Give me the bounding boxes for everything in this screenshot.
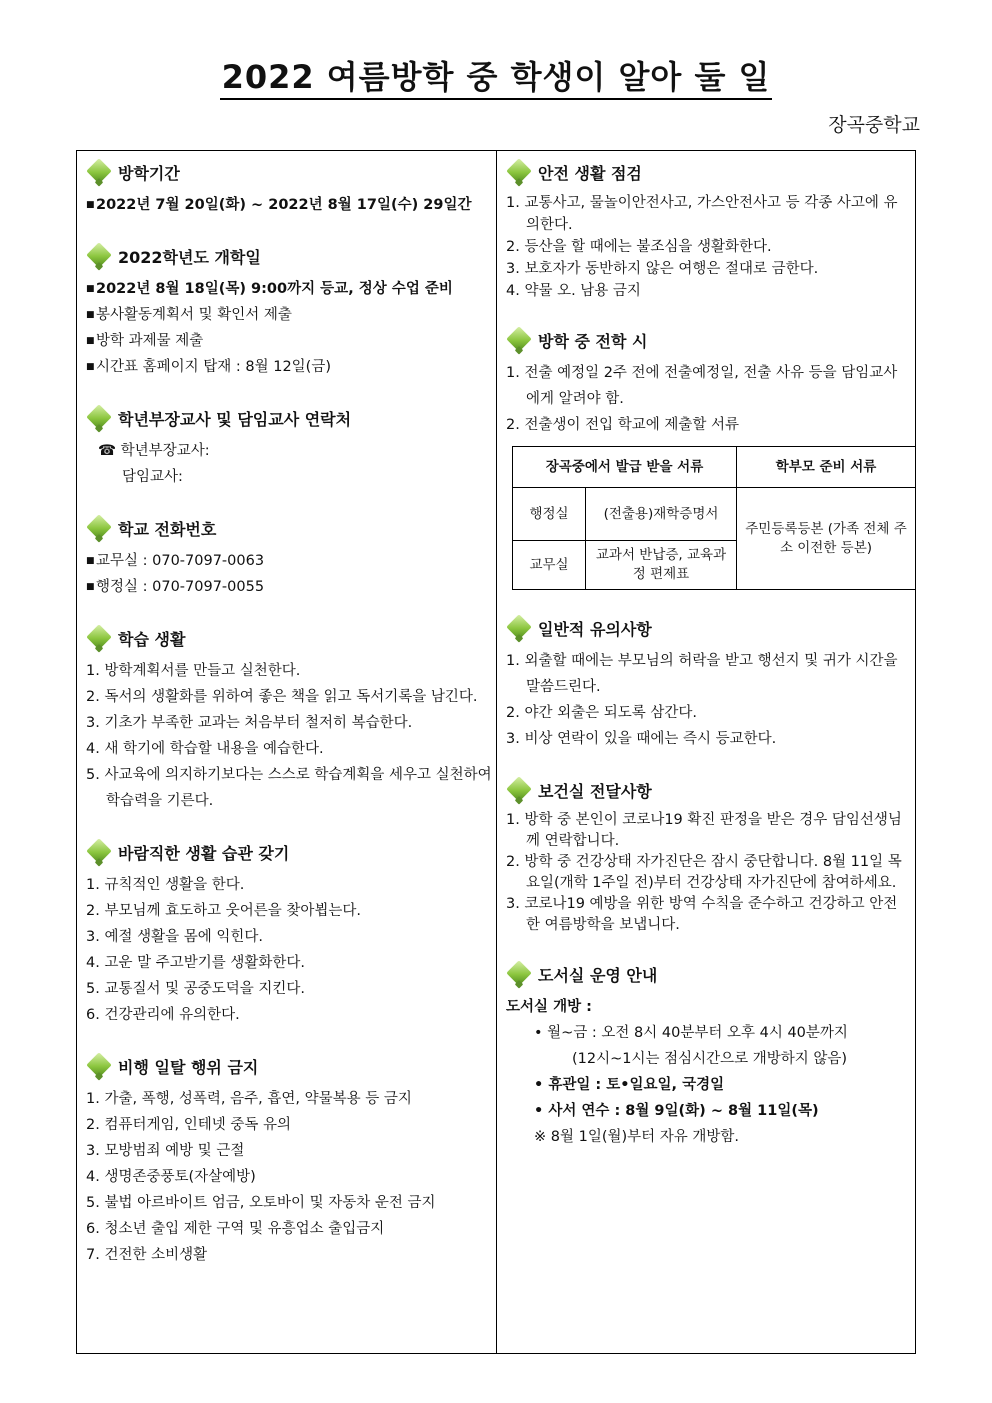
phone-icon: ☎ [98,443,117,459]
list-item: 2. 등산을 할 때에는 불조심을 생활화한다. [506,239,772,255]
diamond-bullet-icon [506,776,531,801]
diamond-bullet-icon [86,1052,111,1077]
section-general-heading: 일반적 유의사항 [506,612,910,648]
list-item: 6. 건강관리에 유의한다. [86,1007,240,1023]
list-item: 1. 방학 중 본인이 코로나19 확진 판정을 받은 경우 담임선생님께 연락합니다. [506,812,902,849]
section-study-heading: 학습 생활 [86,622,494,658]
library-lunch-note: (12시~1시는 점심시간으로 개방하지 않음) [572,1051,848,1067]
list-item: 3. 기초가 부족한 교과는 처음부터 철저히 복습한다. [86,715,413,731]
list-item: 3. 예절 생활을 몸에 익힌다. [86,929,263,945]
list-item: 2. 독서의 생활화를 위하여 좋은 책을 읽고 독서기록을 남긴다. [86,689,478,705]
homeroom-contact: 담임교사: [122,469,183,485]
section-opening-heading: 2022학년도 개학일 [86,240,494,276]
list-item: 3. 모방범죄 예방 및 근절 [86,1143,245,1159]
table-cell-doc: (전출용)재학증명서 [586,488,737,541]
list-item: 3. 보호자가 동반하지 않은 여행은 절대로 금한다. [506,261,819,277]
diamond-bullet-icon [506,614,531,639]
list-item: 5. 불법 아르바이트 엄금, 오토바이 및 자동차 운전 금지 [86,1195,436,1211]
table-header-parent: 학부모 준비 서류 [737,447,916,488]
list-item: 4. 고운 말 주고받기를 생활화한다. [86,955,305,971]
library-open-label: 도서실 개방 : [506,999,592,1015]
left-column [80,150,494,1268]
vacation-period: ■ 2022년 7월 20일(화) ~ 2022년 8월 17일(수) 29일간 [86,192,494,218]
section-transfer-heading: 방학 중 전학 시 [506,324,910,360]
list-item: 1. 교통사고, 물놀이안전사고, 가스안전사고 등 각종 사고에 유의한다. [506,195,898,233]
table-cell-office: 교무실 [513,541,586,590]
head-teacher-contact: ☎ 학년부장교사: [98,443,210,459]
page-title: 2022 여름방학 중 학생이 알아 둘 일 [0,52,992,98]
list-item: 3. 비상 연락이 있을 때에는 즉시 등교한다. [506,731,777,747]
section-deviance-heading: 비행 일탈 행위 금지 [86,1050,494,1086]
section-phones-heading: 학교 전화번호 [86,512,494,548]
section-safety-heading: 안전 생활 점검 [506,156,910,192]
library-free-open-note: ※ 8월 1일(월)부터 자유 개방함. [534,1129,740,1145]
section-habits-heading: 바람직한 생활 습관 갖기 [86,836,494,872]
list-item: 1. 전출 예정일 2주 전에 전출예정일, 전출 사유 등을 담임교사에게 알려야 함. [506,365,898,407]
section-vacation-heading: 방학기간 [86,156,494,192]
column-divider [496,150,497,1354]
diamond-bullet-icon [86,624,111,649]
list-item: 4. 약물 오. 남용 금지 [506,283,641,299]
diamond-bullet-icon [86,404,111,429]
list-item: 4. 새 학기에 학습할 내용을 예습한다. [86,741,324,757]
diamond-bullet-icon [506,158,531,183]
list-item: ■ 교무실 : 070-7097-0063 [86,548,494,574]
list-item: 2. 컴퓨터게임, 인테넷 중독 유의 [86,1117,291,1133]
list-item: 2. 방학 중 건강상태 자가진단은 잠시 중단합니다. 8월 11일 목요일(개학 1주일 전)부터 건강상태 자가진단에 참여하세요. [506,854,902,891]
list-item: 2. 전출생이 전입 학교에 제출할 서류 [506,417,739,433]
diamond-bullet-icon [506,326,531,351]
right-column [500,150,914,1150]
table-cell-parent-doc: 주민등록등본 (가족 전체 주소 이전한 등본) [737,488,916,590]
list-item: ■ 방학 과제물 제출 [86,328,494,354]
section-health-heading: 보건실 전달사항 [506,774,910,810]
table-header-school: 장곡중에서 발급 받을 서류 [513,447,737,488]
diamond-bullet-icon [86,242,111,267]
list-item: 1. 방학계획서를 만들고 실천한다. [86,663,301,679]
list-item: 7. 건전한 소비생활 [86,1247,208,1263]
library-training: • 사서 연수 : 8월 9일(화) ~ 8월 11일(목) [534,1103,819,1119]
list-item: 3. 코로나19 예방을 위한 방역 수칙을 준수하고 건강하고 안전한 여름방학을 보냅니다. [506,896,898,933]
list-item: 1. 가출, 폭행, 성폭력, 음주, 흡연, 약물복용 등 금지 [86,1091,412,1107]
table-cell-doc: 교과서 반납증, 교육과정 편제표 [586,541,737,590]
table-cell-office: 행정실 [513,488,586,541]
library-weekday-hours: • 월~금 : 오전 8시 40분부터 오후 4시 40분까지 [534,1025,848,1041]
list-item: 5. 교통질서 및 공중도덕을 지킨다. [86,981,305,997]
list-item: 1. 외출할 때에는 부모님의 허락을 받고 행선지 및 귀가 시간을 말씀드린다. [506,653,898,695]
list-item: ■ 행정실 : 070-7097-0055 [86,574,494,600]
diamond-bullet-icon [86,158,111,183]
list-item: 6. 청소년 출입 제한 구역 및 유흥업소 출입금지 [86,1221,385,1237]
school-name: 장곡중학교 [828,114,920,136]
library-closed-days: • 휴관일 : 토•일요일, 국경일 [534,1077,725,1093]
diamond-bullet-icon [506,960,531,985]
section-library-heading: 도서실 운영 안내 [506,958,910,994]
list-item: ■ 봉사활동계획서 및 확인서 제출 [86,302,494,328]
list-item: 1. 규칙적인 생활을 한다. [86,877,245,893]
list-item: 2. 야간 외출은 되도록 삼간다. [506,705,697,721]
diamond-bullet-icon [86,514,111,539]
library-info [506,994,910,1150]
list-item: 4. 생명존중풍토(자살예방) [86,1169,256,1185]
list-item: ■ 시간표 홈페이지 탑재 : 8월 12일(금) [86,354,494,380]
list-item: 2. 부모님께 효도하고 웃어른을 찾아뵙는다. [86,903,361,919]
diamond-bullet-icon [86,838,111,863]
list-item: ■ 2022년 8월 18일(목) 9:00까지 등교, 정상 수업 준비 [86,276,494,302]
section-contacts-heading: 학년부장교사 및 담임교사 연락처 [86,402,494,438]
transfer-documents-table [512,446,916,590]
list-item: 5. 사교육에 의지하기보다는 스스로 학습계획을 세우고 실천하여 학습력을 기른다. [86,767,492,809]
